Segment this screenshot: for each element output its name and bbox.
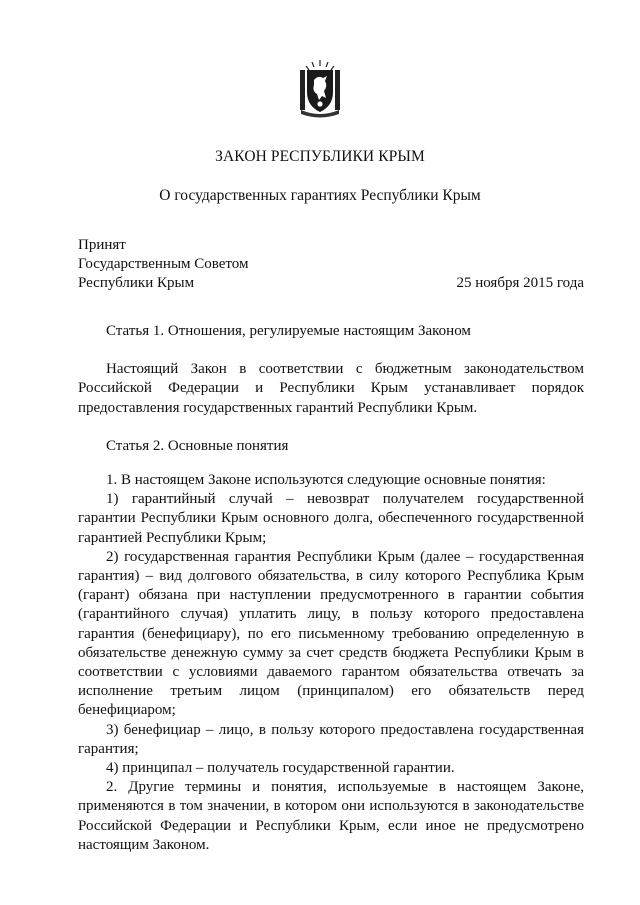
crimea-coat-of-arms-icon [297, 58, 343, 118]
definition-item-3: 3) бенефициар – лицо, в пользу которого предоставлена государственная гарантия; [78, 721, 584, 757]
article-1-heading: Статья 1. Отношения, регулируемые настоящим Законом [106, 323, 471, 339]
law-title: ЗАКОН РЕСПУБЛИКИ КРЫМ [215, 148, 425, 165]
definition-item-1: 1) гарантийный случай – невозврат получателем государственной гарантии Республики Крым основного долга, обеспеченного государственной гарантией Республики Крым; [78, 491, 584, 546]
article-2-paragraph-1: 1. В настоящем Законе используются следующие основные понятия: [106, 472, 546, 489]
article-2-heading: Статья 2. Основные понятия [106, 437, 289, 454]
law-subtitle: О государственных гарантиях Республики Крым [159, 187, 481, 204]
adoption-line: Государственным Советом [78, 256, 249, 272]
definition-item-2: 2) государственная гарантия Республики Крым (далее – государственная гарантия) – вид долгового обязательства, в силу которого Республика Крым (гарант) обязана при наступлении предусмотренного в гарантии события (гарантийного случая) уплатить лицу, в пользу которого предоставлена гарантия (бенефициару), по его письменному требованию определенную в обязательстве денежную сумму за счет средств бюджета Республики Крым в соответствии с условиями даваемого гарантом обязательства отвечать за исполнение третьим лицом (принципалом) его обязательств перед бенефициаром; [78, 548, 584, 719]
adoption-date: 25 ноября 2015 года [456, 275, 584, 291]
law-body [78, 322, 584, 855]
adoption-line: Республики Крым [78, 275, 195, 291]
adoption-block [78, 236, 249, 293]
article-1-text: Настоящий Закон в соответствии с бюджетным законодательством Российской Федерации и Республики Крым устанавливает порядок предоставления государственных гарантий Республики Крым. [78, 361, 584, 416]
definition-item-4: 4) принципал – получатель государственной гарантии. [106, 760, 455, 777]
article-2-paragraph-2: 2. Другие термины и понятия, используемые в настоящем Законе, применяются в том значении, в котором они используются в законодательстве Российской Федерации и Республики Крым, если иное не предусмотрено настоящим Законом. [78, 779, 584, 853]
adoption-line: Принят [78, 237, 126, 253]
